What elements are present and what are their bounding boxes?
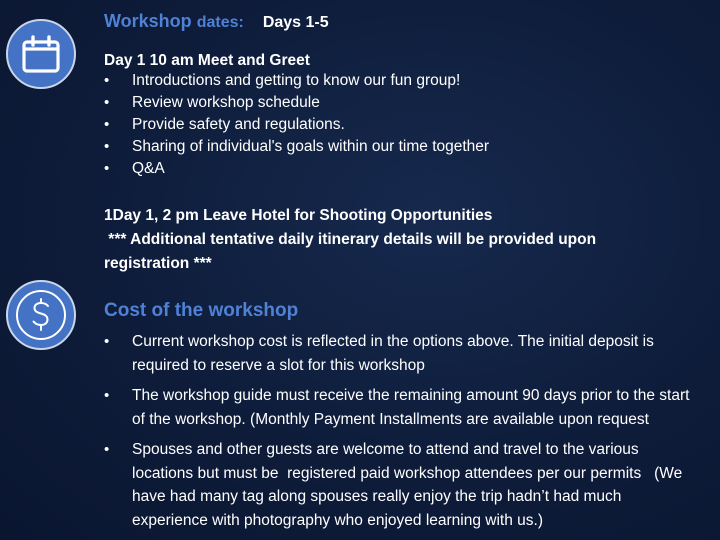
itinerary-note-line1: *** Additional tentative daily itinerary details will be provided upon [104,231,597,248]
cost-heading: Cost of the workshop [104,300,299,321]
workshop-dates-label-suffix: dates: [196,14,244,31]
workshop-dates-line [104,9,329,35]
list-item [104,330,694,377]
bullet-icon: • [104,387,110,404]
bullet-icon: • [104,138,110,155]
list-item [104,384,694,431]
dollar-icon [6,280,76,350]
list-item [104,92,489,114]
bullet-icon: • [104,441,110,458]
workshop-dates-label: Workshop [104,11,192,31]
bullet-icon: • [104,116,110,133]
bullet-icon: • [104,333,110,350]
bullet-icon: • [104,94,110,111]
list-item [104,114,489,136]
list-item-text: Provide safety and regulations. [132,116,345,133]
itinerary-note-line2: registration *** [104,255,212,272]
list-item-text: Q&A [132,160,165,177]
list-item-text: Sharing of individual's goals within our time together [132,138,490,155]
bullet-icon: • [104,72,110,89]
list-item [104,136,489,158]
list-item-text: Introductions and getting to know our fun group! [132,72,461,89]
workshop-dates-value: Days 1-5 [262,14,329,31]
day1-agenda-list [104,70,489,180]
list-item-text: Review workshop schedule [132,94,320,111]
list-item-text: The workshop guide must receive the remaining amount 90 days prior to the start of the workshop. (Monthly Payment Installments are available upon request [132,387,690,428]
cost-details-list [104,330,694,539]
list-item-text: Current workshop cost is reflected in the options above. The initial deposit is required to reserve a slot for this workshop [132,333,654,374]
list-item-text: Spouses and other guests are welcome to attend and travel to the various locations but must be registered paid workshop attendees per our permits (We have had many tag along spouses really enjoy the trip hadn’t had much experience with photography who enjoyed learning with us.) [132,441,687,529]
bullet-icon: • [104,160,110,177]
list-item [104,438,694,532]
dollar-inner-ring [16,290,66,340]
day1-heading: Day 1 10 am Meet and Greet [104,52,310,69]
calendar-icon [6,19,76,89]
afternoon-heading: 1Day 1, 2 pm Leave Hotel for Shooting Opportunities [104,207,493,224]
list-item [104,158,489,180]
list-item [104,70,489,92]
